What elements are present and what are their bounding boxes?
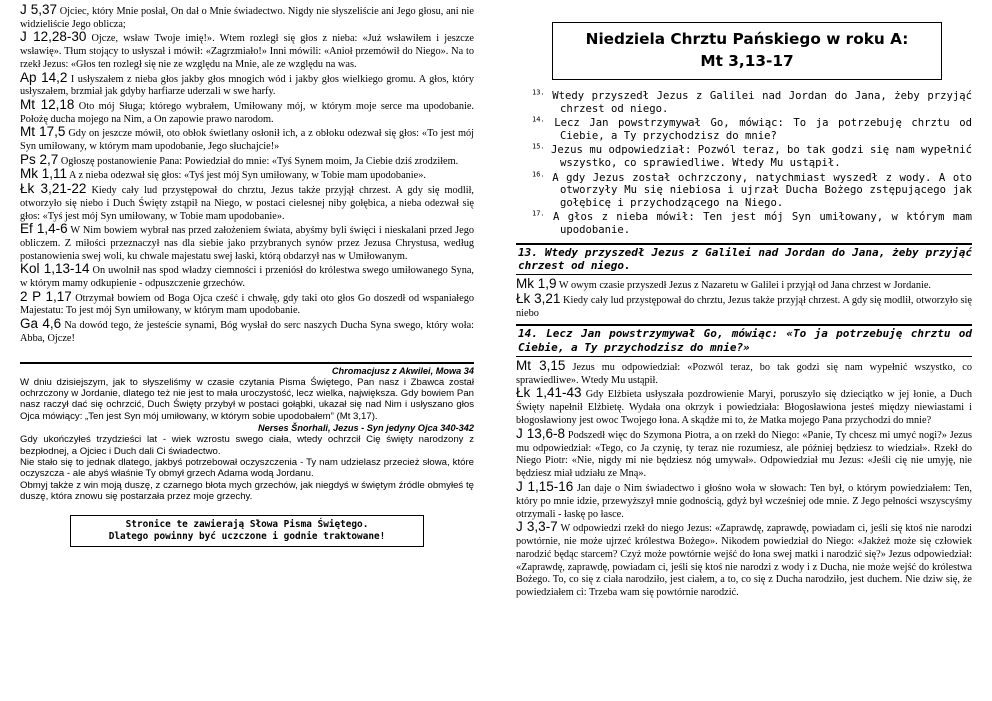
- verse-entry: [20, 318, 474, 345]
- verse-entry: [20, 168, 474, 183]
- verse-reference: J 13,6-8: [516, 425, 566, 441]
- verse-text: Ojciec, który Mnie posłał, On dał o Mnie świadectwo. Nigdy nie słyszeliście ani Jego głosu, ani nie widzieliście Jego oblicza;: [20, 6, 474, 30]
- verse-entry: [20, 223, 474, 263]
- verse-entry: [20, 183, 474, 223]
- gospel-verse: [516, 117, 972, 142]
- section-14-verses: [516, 357, 972, 600]
- notice-box: [70, 515, 424, 547]
- verse-reference: Łk 1,41-43: [516, 385, 582, 401]
- verse-text: I usłyszałem z nieba głos jakby głos mnogich wód i jakby głos wielkiego gromu. A głos, który usłyszałem, brzmiał jak gdyby harfiarze uderzali w swe harfy.: [20, 73, 475, 98]
- verse-reference: Kol 1,13-14: [20, 261, 90, 277]
- verse-reference: Ef 1,4-6: [20, 221, 68, 237]
- verse-entry: [20, 151, 474, 169]
- title-box: [552, 22, 942, 80]
- verse-reference: Mt 12,18: [20, 96, 75, 112]
- verse-reference: Mk 1,9: [516, 275, 557, 291]
- section-heading-13: 13. Wtedy przyszedł Jezus z Galilei nad Jordan do Jana, żeby przyjąć chrzest od niego.: [516, 243, 972, 275]
- verse-entry: [20, 126, 474, 153]
- verse-reference: 2 P 1,17: [20, 288, 72, 304]
- verse-entry: [20, 263, 474, 290]
- verse-text: Oto mój Sługa; którego wybrałem, Umiłowany mój, w którym moje serce ma upodobanie. Położę ducha mojego na Nim, a On zapowie prawo narodom.: [20, 100, 475, 125]
- gospel-verse: [516, 90, 972, 115]
- gospel-verse: [516, 211, 972, 236]
- section-13-verses: [516, 275, 972, 320]
- section-heading-14: 14. Lecz Jan powstrzymywał Go, mówiąc: «To ja potrzebuję chrztu od Ciebie, a Ty przychodzisz do mnie?»: [516, 324, 972, 356]
- verse-text: Ogłoszę postanowienie Pana: Powiedział do mnie: «Tyś Synem moim, Ja Ciebie dziś zrodziłem.: [60, 155, 459, 167]
- verse-text: Na dowód tego, że jesteście synami, Bóg wysłał do serc naszych Ducha Syna swego, który woła: Abba, Ojcze!: [20, 320, 475, 344]
- verse-reference: J 1,15-16: [516, 478, 574, 494]
- verse-number: 17.: [532, 209, 545, 218]
- verse-reference: Mt 17,5: [20, 124, 66, 140]
- verse-reference: J 12,28-30: [20, 29, 87, 45]
- quote-source-nerses: Nerses Šnorhali, Jezus - Syn jedyny Ojca 340-342: [257, 423, 474, 434]
- verse-entry: [516, 290, 972, 321]
- left-column: [20, 0, 474, 547]
- gospel-verse-text: Lecz Jan powstrzymywał Go, mówiąc: To ja potrzebuję chrztu od Ciebie, a Ty przychodzisz do mnie?: [554, 117, 972, 142]
- verse-number: 15.: [532, 142, 545, 151]
- verse-entry: [20, 69, 475, 99]
- quote-source-chromacjusz: Chromacjusz z Akwilei, Mowa 34: [331, 365, 474, 376]
- verse-text: Kiedy cały lud przystępował do chrztu, Jezus także przyjął chrzest. A gdy się modlił, otworzyło się niebo: [516, 294, 972, 319]
- divider: [20, 362, 474, 364]
- quote-paragraph: Gdy ukończyłeś trzydzieści lat - wiek wzrostu swego ciała, wtedy ochrzcił Cię święty narodzony z bezpłodnej, a Ojciec i Duch dali Ci świadectwo.: [20, 434, 474, 457]
- verse-reference: Ps 2,7: [20, 151, 59, 167]
- verse-text: Gdy Elżbieta usłyszała pozdrowienie Maryi, poruszyło się dzieciątko w jej łonie, a Duch Święty napełnił Elżbietę. Wydała ona okrzyk i powiedziała: Błogosławiona jesteś między niewiastami i błogosławiony jest owoc Twojego łona. A skądże mi to, że Matka mojego Pana przychodzi do mnie?: [516, 389, 972, 426]
- gospel-verse-text: A gdy Jezus został ochrzczony, natychmiast wyszedł z wody. A oto otworzyły Mu się niebiosa i ujrzał Ducha Bożego zstępującego jak gołębicę i przychodzącego na Niego.: [552, 171, 972, 209]
- cross-references-list: [20, 0, 474, 346]
- page-title: Niedziela Chrztu Pańskiego w roku A:: [585, 30, 909, 48]
- verse-text: On uwolnił nas spod władzy ciemności i przeniósł do królestwa swego umiłowanego Syna, w którym mamy odkupienie - odpuszczenie grzechów.: [20, 265, 474, 290]
- gospel-text: [516, 90, 972, 237]
- notice-line: Dlatego powinny być uczczone i godnie traktowane!: [108, 530, 386, 542]
- verse-number: 14.: [532, 115, 545, 124]
- quote-text-chromacjusz: W dniu dzisiejszym, jak to słyszeliśmy w czasie czytania Pisma Świętego, Pan nasz i Zbawca został ochrzczony w Jordanie, dlatego też nie jest to mała uroczystość, lecz wielka, największa. Gdy bowiem Pan nasz raczył dać się ochrzcić, Duch Święty przybył w postaci gołąbki, ukazał się nad Nim i usłyszano głos Ojca mówiący: „Ten jest Syn mój umiłowany, w którym sobie upodobałem” (Mt 3,17).: [20, 376, 474, 422]
- verse-entry: [20, 288, 474, 318]
- page-subtitle: Mt 3,13-17: [700, 52, 794, 70]
- verse-entry: [516, 387, 972, 427]
- verse-reference: Łk 3,21-22: [20, 181, 87, 197]
- verse-entry: [20, 96, 475, 126]
- verse-entry: [516, 357, 972, 388]
- quote-paragraph: Obmyj także z win moją duszę, z czarnego błota mych grzechów, jak niegdyś w świętym źródle obmyłeś tę duszę, która znowu się postarzała przez moje grzechy.: [20, 479, 474, 503]
- verse-text: W odpowiedzi rzekł do niego Jezus: «Zaprawdę, zaprawdę, powiadam ci, jeśli się ktoś nie narodzi powtórnie, nie może ujrzeć królestwa Bożego». Nikodem powiedział do Niego: «Jakżeż może się człowiek narodzić będąc starcem? Czyż może powtórnie wejść do łona swej matki i narodzić się?» Jezus odpowiedział: «Zaprawdę, zaprawdę, powiadam ci, jeśli się ktoś nie narodzi z wody i z Ducha, nie może wejść do królestwa Bożego. To, co się z ciała narodziło, jest ciałem, a to, co się z Ducha narodziło, jest duchem. Nie dziw się, że powiedziałem ci: Trzeba wam się powtórnie narodzić.: [516, 523, 972, 599]
- verse-text: W owym czasie przyszedł Jezus z Nazaretu w Galilei i przyjął od Jana chrzest w Jordanie.: [558, 279, 931, 291]
- verse-reference: Łk 3,21: [516, 290, 561, 306]
- gospel-verse-text: Wtedy przyszedł Jezus z Galilei nad Jordan do Jana, żeby przyjąć chrzest od niego.: [552, 90, 972, 115]
- gospel-verse-text: Jezus mu odpowiedział: Pozwól teraz, bo tak godzi się nam wypełnić wszystko, co sprawiedliwe. Wtedy Mu ustąpił.: [551, 144, 972, 169]
- verse-reference: Ap 14,2: [20, 69, 68, 85]
- verse-reference: Mk 1,11: [20, 166, 68, 182]
- verse-reference: Ga 4,6: [20, 316, 62, 332]
- verse-reference: Mt 3,15: [516, 357, 566, 373]
- verse-entry: [20, 31, 474, 71]
- verse-text: A z nieba odezwał się głos: «Tyś jest mój Syn umiłowany, w Tobie mam upodobanie».: [69, 170, 426, 182]
- verse-entry: [516, 478, 973, 521]
- gospel-verse-text: A głos z nieba mówił: Ten jest mój Syn umiłowany, w którym mam upodobanie.: [553, 211, 972, 236]
- verse-text: Podszedł więc do Szymona Piotra, a on rzekł do Niego: «Panie, Ty chcesz mi umyć nogi?» Jezus mu odpowiedział: «Tego, co Ja czynię, ty teraz nie rozumiesz, ale później będziesz to wiedział». Rzekł do Niego Piotr: «Nie, nigdy mi nie będziesz nóg umywał». Odpowiedział mu Jezus: «Jeśli cię nie umyję, nie będziesz miał udziału ze Mną».: [516, 429, 973, 480]
- gospel-verse: [516, 172, 972, 210]
- gospel-verse: [516, 144, 972, 169]
- verse-reference: J 5,37: [20, 2, 57, 17]
- verse-entry: [516, 425, 973, 481]
- verse-text: W Nim bowiem wybrał nas przed założeniem świata, abyśmy byli święci i nieskalani przed Jego obliczem. Z miłości przeznaczył nas dla siebie jako przybranych synów przez Jezusa Chrystusa, według postanowienia swej woli, ku chwale majestatu swej łaski, którą obdarzył nas w Umiłowanym.: [20, 225, 475, 262]
- notice-line: Stronice te zawierają Słowa Pisma Świętego.: [125, 518, 369, 530]
- verse-reference: J 3,3-7: [516, 519, 558, 535]
- verse-text: Ojcze, wsław Twoje imię!». Wtem rozległ się głos z nieba: «Już wsławiłem i jeszcze wsławię». Tłum stojący to usłyszał i mówił: «Zagrzmiało!» Inni mówili: «Anioł przemówił do Niego». Na to rzekł Jezus: «Głos ten rozległ się nie ze względu na Mnie, ale ze względu na was.: [20, 33, 474, 70]
- verse-text: Otrzymał bowiem od Boga Ojca cześć i chwałę, gdy taki oto głos Go doszedł od wspaniałego Majestatu: To jest mój Syn umiłowany, w którym mam upodobanie.: [20, 292, 474, 317]
- verse-text: Jezus mu odpowiedział: «Pozwól teraz, bo tak godzi się nam wypełnić wszystko, co sprawiedliwe». Wtedy Mu ustąpił.: [516, 361, 972, 386]
- verse-number: 13.: [532, 88, 545, 97]
- verse-entry: [516, 275, 972, 293]
- quote-paragraph: Nie stało się to jednak dlatego, jakbyś potrzebował oczyszczenia - Ty nam udzielasz przecież słowa, które oczyszcza - ale abyś właśnie Ty obmył grzech Adama wodą Jordanu.: [20, 457, 474, 480]
- verse-entry: [516, 521, 972, 600]
- verse-entry: [20, 4, 474, 31]
- verse-text: Jan daje o Nim świadectwo i głośno woła w słowach: Ten był, o którym powiedziałem: Ten, który po mnie idzie, przewyższył mnie godnością, gdyż był wcześniej ode mnie. Z Jego pełności wszyscyśmy otrzymali - łaskę po łasce.: [516, 482, 973, 520]
- verse-number: 16.: [532, 170, 545, 179]
- verse-text: Gdy on jeszcze mówił, oto obłok świetlany osłonił ich, a z obłoku odezwał się głos: «To jest mój Syn umiłowany, w którym mam upodobanie, Jego słuchajcie!»: [20, 128, 474, 153]
- right-column: [516, 0, 972, 600]
- verse-text: Kiedy cały lud przystępował do chrztu, Jezus także przyjął chrzest. A gdy się modlił, otworzyło się niebo i Duch Święty zstąpił na Niego, w postaci cielesnej niby gołębica, a nieba odezwał się głos: «Tyś jest mój Syn umiłowany, w Tobie mam upodobanie».: [20, 185, 474, 222]
